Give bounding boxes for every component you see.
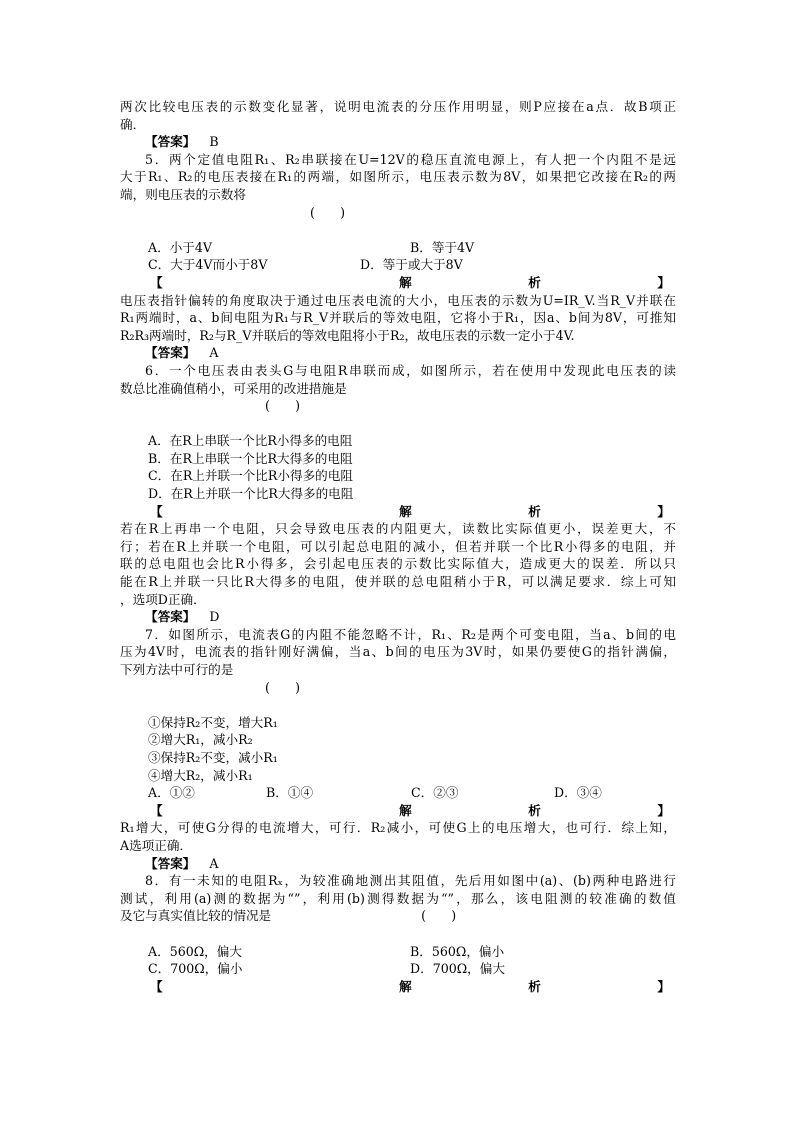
analysis-char-2: 析 [528,503,541,519]
answer-label: 【答案】 [145,609,196,625]
answer-label: 【答案】 [145,855,196,871]
question-6-text: 数总比准确值稍小，可采用的改进措施是 [120,380,347,396]
explanation-line: R₁增大，可使G分得的电流增大，可行．R₂减小，可使G上的电压增大，也可行．综上知， [120,820,676,836]
explanation-line: 电压表指针偏转的角度取决于通过电压表电流的大小，电压表的示数为U=IR_V.当R_V并联在 [120,292,676,308]
analysis-char-1: 解 [399,274,412,290]
answer-bracket: ( ) [265,398,301,414]
answer-label: 【答案】 [145,345,196,361]
answer-label: 【答案】 [145,134,196,150]
option-d: D．在R上并联一个比R大得多的电阻 [148,486,354,502]
statement-item: ①保持R₂不变，增大R₁ [148,714,278,730]
question-7-text: 7．如图所示，电流表G的内阻不能忽略不计，R₁、R₂是两个可变电阻，当a、b间的电 [145,626,676,642]
statement-item: ②增大R₁，减小R₂ [148,732,253,748]
answer-line [120,133,676,151]
statement-item: ④增大R₂，减小R₁ [148,767,253,783]
analysis-char-1: 解 [399,503,412,519]
option-c: C．大于4V而小于8V [148,257,268,273]
option-c: C．②③ [411,785,459,801]
option-c: C．700Ω，偏小 [148,961,243,977]
answer-value: B [209,134,219,150]
option-c: C．在R上并联一个比R小得多的电阻 [148,468,353,484]
option-d: D．等于或大于8V [360,257,463,273]
explanation-line: 若在R上再串一个电阻，只会导致电压表的内阻更大，读数比实际值更小，误差更大，不 [120,521,676,537]
analysis-char-2: 析 [528,274,541,290]
option-row [120,943,676,961]
question-5-text: 端，则电压表的示数将 [120,186,246,202]
explanation-line: 行；若在R上并联一个电阻，可以引起总电阻的减小，但若并联一个比R小得多的电阻，并 [120,538,676,554]
analysis-header: 【 解 析 】 [150,274,670,290]
analysis-char-1: 解 [399,978,412,994]
option-a: A．①② [148,785,195,801]
explanation-line: 联的总电阻也会比R小得多，会引起电压表的示数比实际值大，造成更大的误差．所以只 [120,556,676,572]
option-a: A．560Ω，偏大 [148,943,242,959]
text-line: 确． [120,116,146,132]
question-5-text: 大于R₁、R₂的电压表接在R₁的两端，如图所示，电压表示数为8V，如果把它改接在R₂的两 [120,169,676,185]
explanation-line: ，选项D正确． [120,591,206,607]
explanation-line: R₂R₃两端时，R₂与R_V并联后的等效电阻将小于R₂，故电压表的示数一定小于4V. [120,327,575,343]
analysis-header: 【 解 析 】 [150,503,670,519]
answer-value: A [209,345,219,361]
option-row [120,784,676,802]
option-b: B．560Ω，偏小 [410,943,505,959]
analysis-char-1: 解 [399,802,412,818]
explanation-line: R₁两端时，a、b间电阻为R₁与R_V并联后的等效电阻，它将小于R₁，因a、b间为8V，可推知 [120,310,676,326]
question-5-text: 5．两个定值电阻R₁、R₂串联接在U=12V的稳压直流电源上，有人把一个内阻不是远 [145,151,676,167]
option-a: A．在R上串联一个比R小得多的电阻 [148,433,353,449]
question-8-text: 测试，利用(a)测的数据为“”，利用(b)测得数据为“”，那么，该电阻测的较准确的数值 [120,890,676,906]
option-b: B．等于4V [410,239,475,255]
option-row [120,239,676,257]
question-7-text: 压为4V时，电流表的指针刚好满偏，当a、b间的电压为3V时，如果仍要使G的指针满偏， [120,644,676,660]
explanation-line: 能在R上并联一只比R大得多的电阻，使并联的总电阻稍小于R，可以满足要求．综上可知 [120,574,676,590]
answer-line [120,344,676,362]
analysis-header: 【 解 析 】 [150,978,670,994]
option-d: D．700Ω，偏大 [410,961,505,977]
option-row [120,960,676,978]
option-b: B．①④ [266,785,314,801]
explanation-line: A选项正确． [120,837,193,853]
analysis-header: 【 解 析 】 [150,802,670,818]
option-b: B．在R上串联一个比R大得多的电阻 [148,450,353,466]
question-7-text: 下列方法中可行的是 [120,662,234,677]
answer-line [120,855,676,873]
question-8-text: 及它与真实值比较的情况是 ( ) [120,908,457,924]
question-8-text: 8．有一未知的电阻Rₓ，为较准确地测出其阻值，先后用如图中(a)、(b)两种电路进行 [145,873,676,889]
text-line: 两次比较电压表的示数变化显著，说明电流表的分压作用明显，则P应接在a点．故B项正 [120,99,676,114]
statement-item: ③保持R₂不变，减小R₁ [148,749,278,765]
analysis-char-2: 析 [528,802,541,818]
answer-line [120,608,676,626]
document-page [120,98,676,995]
answer-value: A [209,855,219,871]
option-d: D．③④ [554,785,602,801]
analysis-char-2: 析 [528,978,541,994]
answer-bracket: ( ) [310,204,346,220]
answer-bracket: ( ) [265,679,301,695]
answer-bracket: ( ) [421,908,457,924]
question-6-text: 6．一个电压表由表头G与电阻R串联而成，如图所示，若在使用中发现此电压表的读 [145,362,676,378]
answer-value: D [209,609,220,625]
option-a: A．小于4V [148,239,212,255]
option-row [120,256,676,274]
